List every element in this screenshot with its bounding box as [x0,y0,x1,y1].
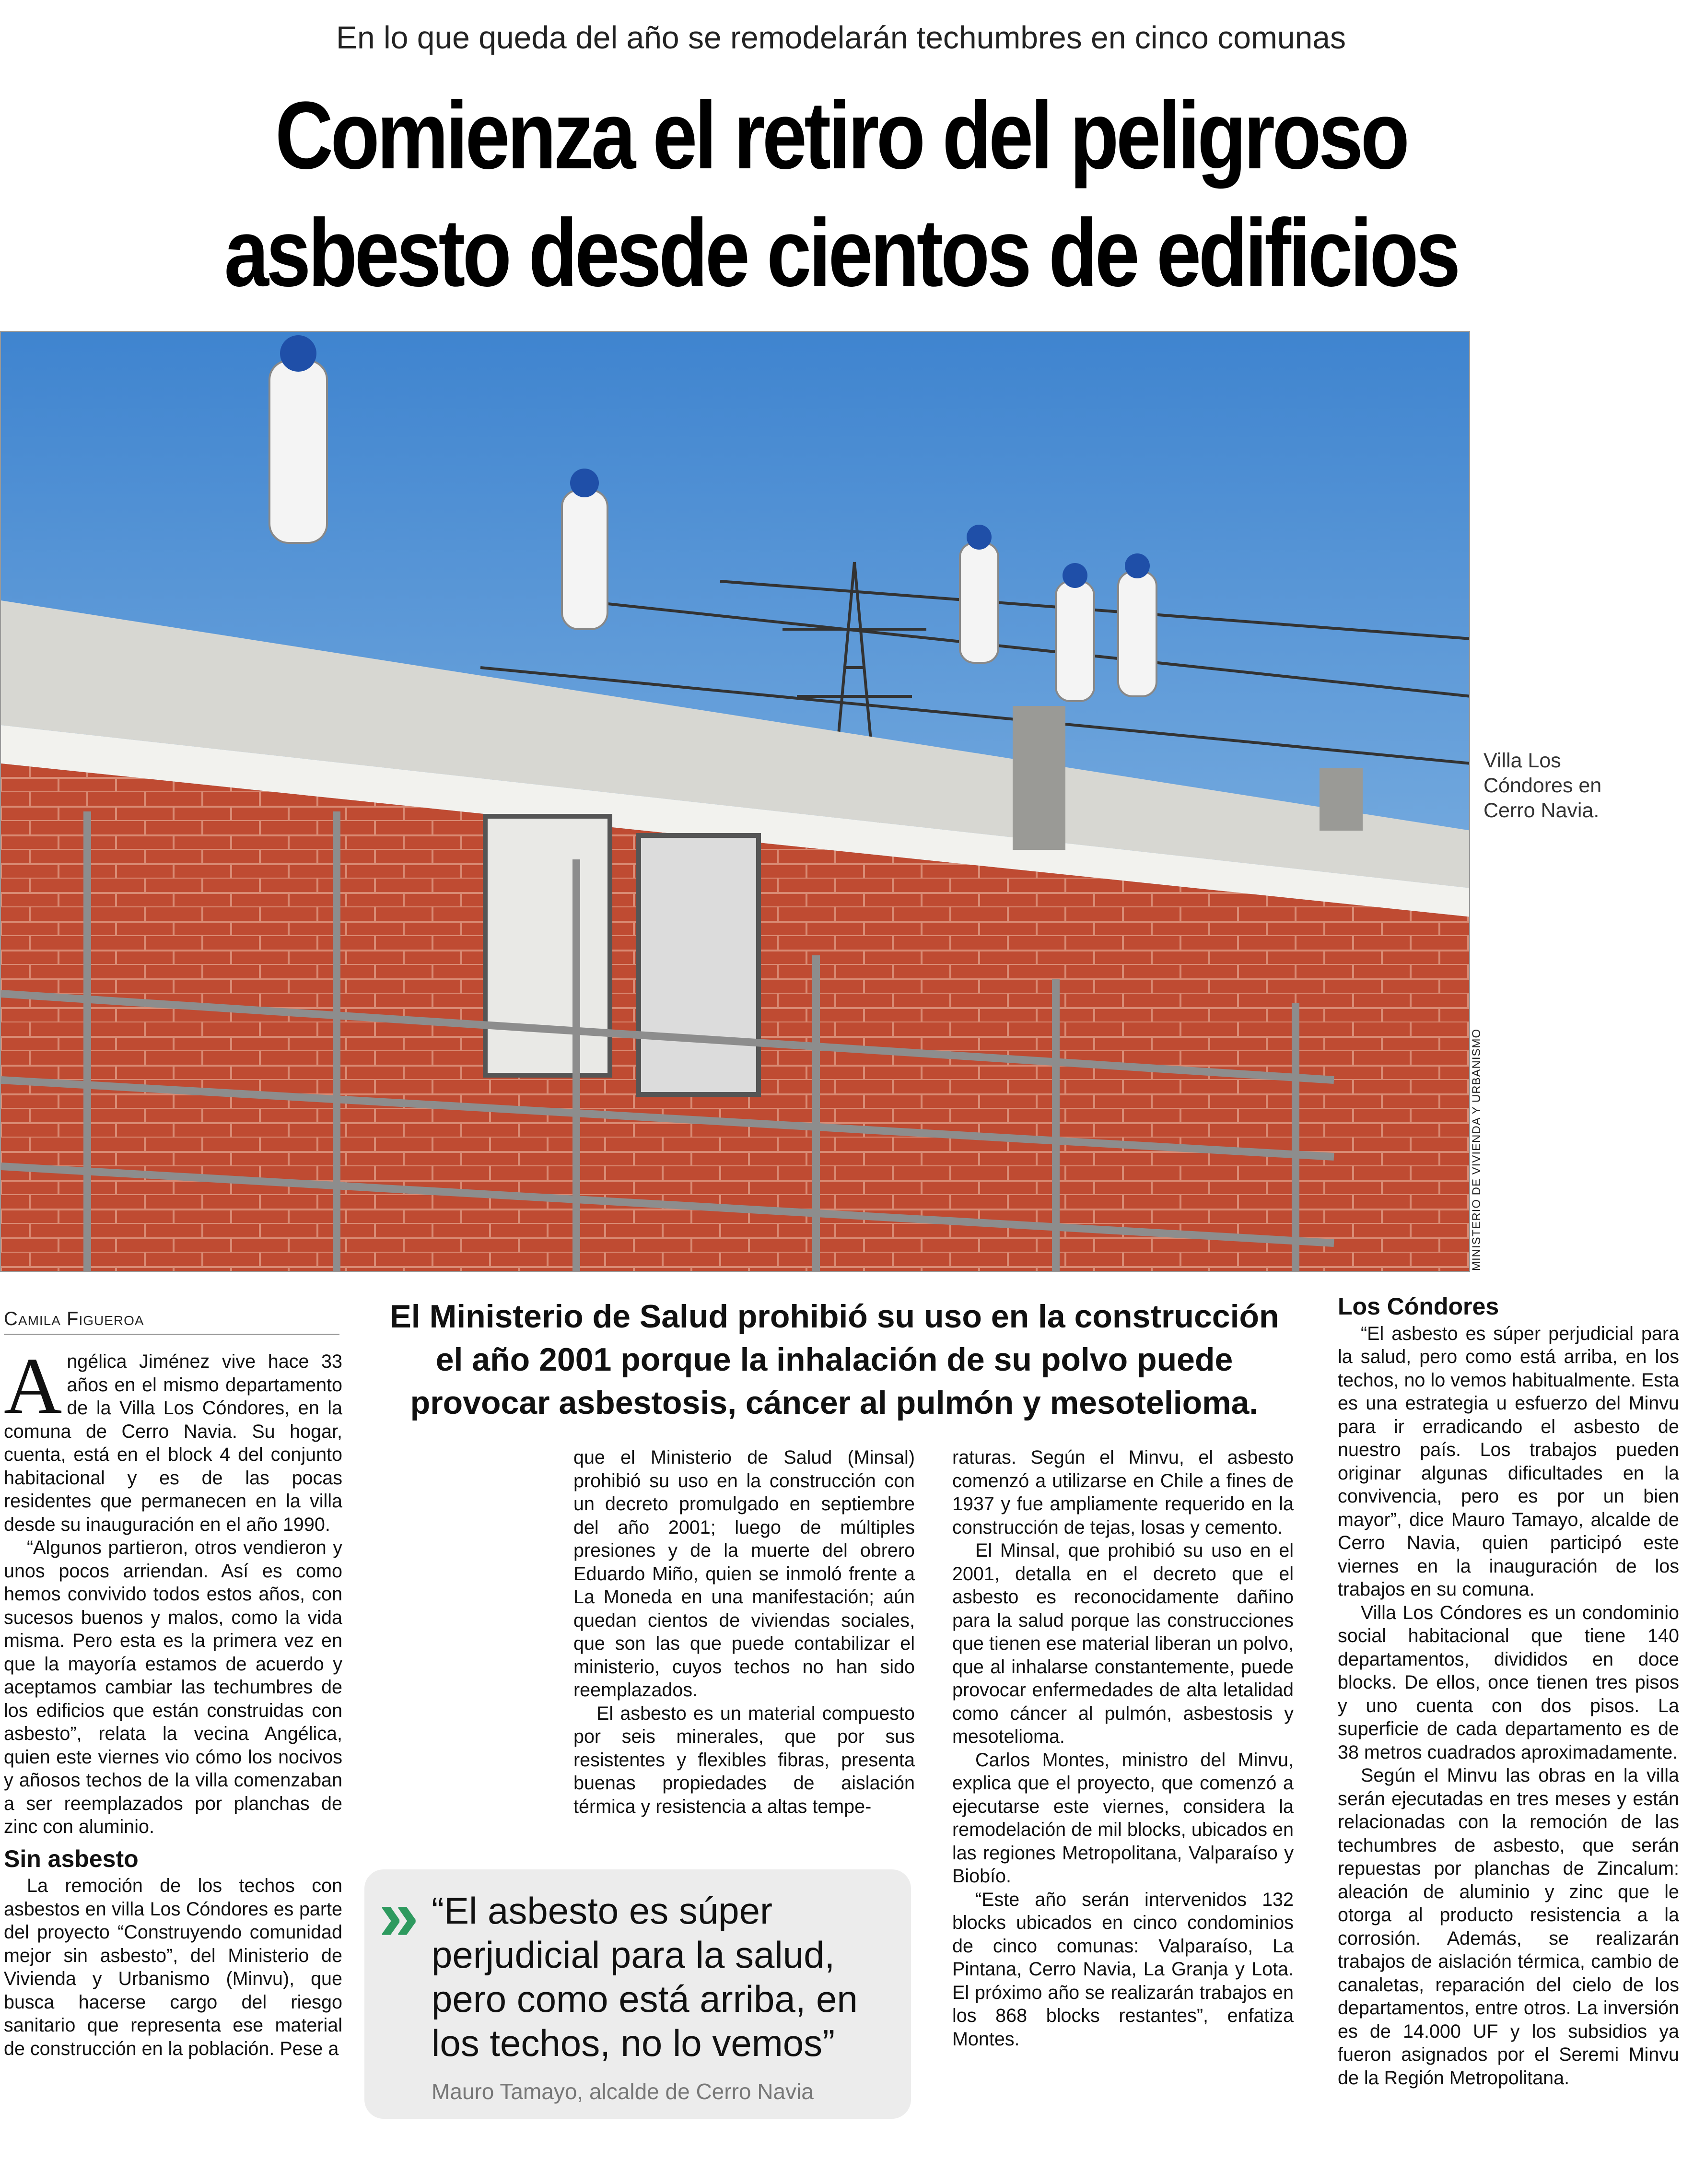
pull-quote-source: Mauro Tamayo, alcalde de Cerro Navia [432,2079,814,2104]
paragraph [4,1341,342,1536]
column-2 [573,1446,915,1818]
kicker: En lo que queda del año se remodelarán techumbres en cinco comunas [336,20,1346,55]
pull-quote-text: “El asbesto es súper perjudicial para la salud, pero como está arriba, en los techos, no lo vemos” [432,1890,858,2064]
paragraph: “Este año serán intervenidos 132 blocks ubicados en cinco condominios de cinco comunas: Valparaíso, La Pintana, Cerro Navia, La Granja y Lota. El próximo año se realizarán trabajos en los 868 blocks restantes”, enfatiza Montes. [952,1889,1294,2050]
paragraph: Villa Los Cóndores es un condominio social habitacional que tiene 140 departamentos, divididos en doce blocks. De ellos, once tienen tres pisos y uno cuenta con dos pisos. La superficie de cada departamento es de 38 metros cuadrados aproximadamente. [1338,1602,1679,1763]
main-photo [0,331,1470,1272]
subhead-los-condores: Los Cóndores [1338,1293,1499,1320]
lead-paragraph: El Ministerio de Salud prohibió su uso en la construcción el año 2001 porque la inhalación de su polvo puede provocar asbestosis, cáncer al pulmón y mesotelioma. [389,1298,1279,1421]
paragraph: El asbesto es un material compuesto por seis minerales, que por sus resistentes y flexibles fibras, presenta buenas propiedades de aislación térmica y resistencia a altas tempe- [573,1703,915,1817]
double-chevron-icon: » [379,1875,419,1955]
paragraph: La remoción de los techos con asbestos en villa Los Cóndores es parte del proyecto “Construyendo comunidad mejor sin asbesto”, del Ministerio de Vivienda y Urbanismo (Minvu), que busca hacerse cargo del riesgo sanitario que representa ese material de construcción en la población. Pese a [4,1875,342,2059]
paragraph: “El asbesto es súper perjudicial para la salud, pero como está arriba, en los techos, no lo vemos habitualmente. Esta es una estrategia u esfuerzo del Minvu para ir erradicando el asbesto de nuestro país. Los trabajos pueden originar algunas dificultades en la convivencia, pero es por un bien mayor”, dice Mauro Tamayo, alcalde de Cerro Navia, quien participó este viernes en la inauguración de los trabajos en su comuna. [1338,1323,1679,1600]
subhead-sin-asbesto: Sin asbesto [4,1845,139,1872]
headline-line-2: asbesto desde cientos de edificios [224,200,1458,306]
paragraph: Según el Minvu las obras en la villa serán ejecutadas en tres meses y están relacionadas con la remoción de las techumbres de asbesto, que serán repuestas por planchas de Zincalum: aleación de aluminio y zinc que le otorga al producto resistencia a la corrosión. Además, se realizarán trabajos de aislación térmica, cambio de canaletas, reparación del cielo de los departamentos, entre otros. La inversión es de 14.000 UF y los subsidios ya fueron asignados por el Seremi Minvu de la Región Metropolitana. [1338,1765,1679,2089]
headline [195,77,1487,312]
column-4 [1338,1295,1679,2090]
paragraph: El Minsal, que prohibió su uso en el 2001, detalla en el decreto que el asbesto es reconocidamente dañino para la salud porque las construcciones que tienen ese material liberan un polvo, que al inhalarse constantemente, puede provocar enfermedades de alta letalidad como cáncer al pulmón, asbestosis y mesotelioma. [952,1540,1294,1747]
headline-line-1: Comienza el retiro del peligroso [275,82,1407,189]
byline: Camila Figueroa [4,1308,339,1335]
pull-quote [364,1869,911,2119]
column-1 [4,1341,342,2060]
photo-illustration [1,332,1470,1272]
paragraph: que el Ministerio de Salud (Minsal) prohibió su uso en la construcción con un decreto promulgado en septiembre del año 2001; luego de múltiples presiones y de la muerte del obrero Eduardo Miño, quien se inmoló frente a La Moneda en una manifestación; aún quedan cientos de viviendas sociales, que son las que puede contabilizar el ministerio, cuyos techos no han sido reemplazados. [573,1447,915,1701]
drop-cap: A [4,1341,62,1431]
paragraph-text: ngélica Jiménez vive hace 33 años en el mismo departamento de la Villa Los Cóndores, en la comuna de Cerro Navia. Su hogar, cuenta, está en el block 4 del conjunto habitacional y es de las pocas residentes que permanecen en la villa desde su inauguración en el año 1990. [4,1351,342,1535]
column-3 [952,1446,1294,2051]
photo-credit: MINISTERIO DE VIVIENDA Y URBANISMO [1470,1028,1483,1271]
paragraph: raturas. Según el Minvu, el asbesto comenzó a utilizarse en Chile a fines de 1937 y fue ampliamente requerido en la construcción de tejas, losas y cemento. [952,1447,1294,1538]
photo-caption: Villa Los Cóndores en Cerro Navia. [1483,749,1602,822]
paragraph: “Algunos partieron, otros vendieron y unos pocos arriendan. Así es como hemos convivido todos estos años, con sucesos buenos y malos, como la vida misma. Pero esta es la primera vez en que la mayoría estamos de acuerdo y aceptamos cambiar las techumbres de los edificios que están construidas con asbesto”, relata la vecina Angélica, quien este viernes vio cómo los nocivos y añosos techos de la villa comenzaban a ser reemplazados por planchas de zinc con aluminio. [4,1537,342,1837]
paragraph: Carlos Montes, ministro del Minvu, explica que el proyecto, que comenzó a ejecutarse este viernes, considera la remodelación de mil blocks, ubicados en las regiones Metropolitana, Valparaíso y Biobío. [952,1749,1294,1887]
